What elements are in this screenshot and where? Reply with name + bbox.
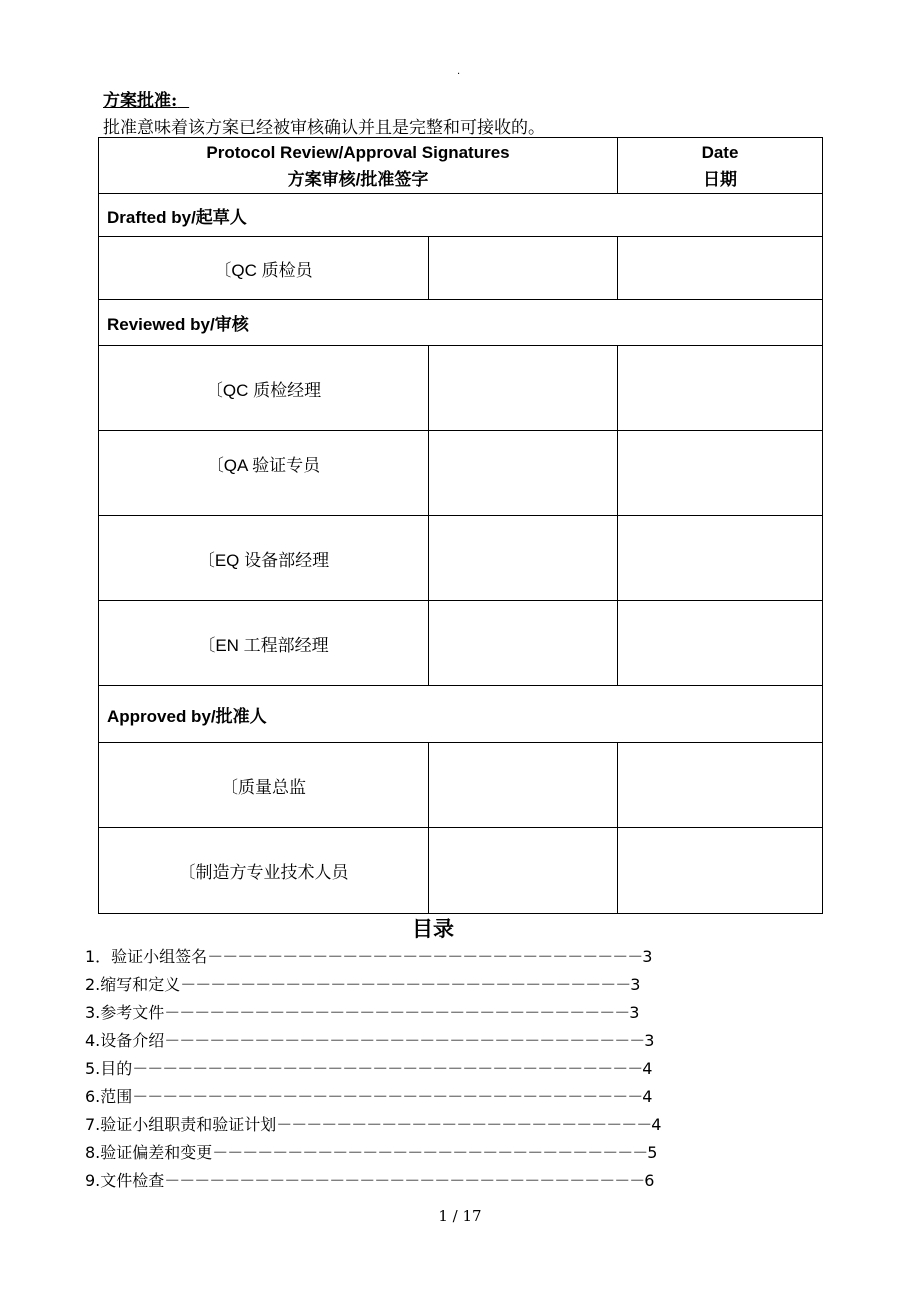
signature-cell[interactable] bbox=[429, 516, 618, 601]
date-cell[interactable] bbox=[618, 743, 823, 828]
toc-leader: －－－－－－－－－－－－－－－－－－－－－－－－－－－－－－－－－－ bbox=[132, 1087, 643, 1106]
drafted-section-row bbox=[99, 194, 823, 237]
protocol-header-en: Protocol Review/Approval Signatures bbox=[206, 142, 510, 162]
toc-leader: －－－－－－－－－－－－－－－－－－－－－－－－－－－－－－－－－－ bbox=[132, 1059, 643, 1078]
table-row bbox=[99, 237, 823, 300]
signature-cell[interactable] bbox=[429, 237, 618, 300]
date-cell[interactable] bbox=[618, 828, 823, 914]
toc-leader: －－－－－－－－－－－－－－－－－－－－－－－－－－－－－－－－ bbox=[164, 1171, 645, 1190]
toc-leader: －－－－－－－－－－－－－－－－－－－－－－－－－－－－－ bbox=[207, 947, 643, 966]
toc-item[interactable] bbox=[85, 971, 661, 999]
protocol-header-cell bbox=[99, 138, 618, 194]
page-footer: 1 / 17 bbox=[438, 1207, 482, 1225]
table-row bbox=[99, 601, 823, 686]
toc-item-label: 7.验证小组职责和验证计划 bbox=[85, 1115, 277, 1134]
toc-page-number: 6 bbox=[644, 1171, 655, 1190]
approval-title: 方案批准: bbox=[103, 91, 178, 111]
toc-leader: －－－－－－－－－－－－－－－－－－－－－－－－－－－－－－－ bbox=[164, 1003, 630, 1022]
date-header-en: Date bbox=[701, 142, 739, 162]
signature-cell[interactable] bbox=[429, 601, 618, 686]
reviewed-section-row bbox=[99, 300, 823, 346]
table-of-contents bbox=[85, 943, 661, 1195]
date-cell[interactable] bbox=[618, 237, 823, 300]
toc-item[interactable] bbox=[85, 999, 661, 1027]
toc-item-label: 1．验证小组签名 bbox=[85, 947, 208, 966]
toc-page-number: 4 bbox=[642, 1059, 653, 1078]
toc-item-label: 9.文件检查 bbox=[85, 1171, 165, 1190]
toc-item[interactable] bbox=[85, 1055, 661, 1083]
signature-cell[interactable] bbox=[429, 346, 618, 431]
toc-item[interactable] bbox=[85, 943, 661, 971]
drafted-by-label: Drafted by/起草人 bbox=[99, 194, 823, 237]
table-row bbox=[99, 516, 823, 601]
role-eq-manager: 〔EQ 设备部经理 bbox=[99, 516, 429, 601]
role-qc-manager: 〔QC 质检经理 bbox=[99, 346, 429, 431]
toc-item[interactable] bbox=[85, 1027, 661, 1055]
toc-page-number: 5 bbox=[647, 1143, 658, 1162]
toc-leader: －－－－－－－－－－－－－－－－－－－－－－－－－－－－－ bbox=[212, 1143, 648, 1162]
date-cell[interactable] bbox=[618, 601, 823, 686]
signature-cell[interactable] bbox=[429, 431, 618, 516]
toc-page-number: 3 bbox=[644, 1031, 655, 1050]
header-dot: . bbox=[457, 66, 461, 77]
signature-cell[interactable] bbox=[429, 828, 618, 914]
role-en-manager: 〔EN 工程部经理 bbox=[99, 601, 429, 686]
date-cell[interactable] bbox=[618, 346, 823, 431]
toc-item[interactable] bbox=[85, 1083, 661, 1111]
signature-table bbox=[98, 137, 823, 914]
toc-leader: －－－－－－－－－－－－－－－－－－－－－－－－－ bbox=[276, 1115, 652, 1134]
toc-page-number: 3 bbox=[642, 947, 653, 966]
reviewed-by-label: Reviewed by/审核 bbox=[99, 300, 823, 346]
toc-item-label: 8.验证偏差和变更 bbox=[85, 1143, 213, 1162]
role-qc-inspector: 〔QC 质检员 bbox=[99, 237, 429, 300]
toc-item[interactable] bbox=[85, 1167, 661, 1195]
protocol-header-cn: 方案审核/批准签字 bbox=[287, 169, 429, 189]
toc-page-number: 3 bbox=[629, 1003, 640, 1022]
toc-item[interactable] bbox=[85, 1139, 661, 1167]
approved-section-row bbox=[99, 686, 823, 743]
toc-page-number: 4 bbox=[642, 1087, 653, 1106]
date-cell[interactable] bbox=[618, 431, 823, 516]
toc-leader: －－－－－－－－－－－－－－－－－－－－－－－－－－－－－－－－ bbox=[164, 1031, 645, 1050]
table-header-row bbox=[99, 138, 823, 194]
approved-by-label: Approved by/批准人 bbox=[99, 686, 823, 743]
toc-item-label: 4.设备介绍 bbox=[85, 1031, 165, 1050]
toc-item-label: 5.目的 bbox=[85, 1059, 133, 1078]
toc-item[interactable] bbox=[85, 1111, 661, 1139]
toc-item-label: 6.范围 bbox=[85, 1087, 133, 1106]
approval-description: 批准意味着该方案已经被审核确认并且是完整和可接收的。 bbox=[103, 118, 545, 138]
toc-item-label: 2.缩写和定义 bbox=[85, 975, 181, 994]
table-row bbox=[99, 828, 823, 914]
date-header-cell bbox=[618, 138, 823, 194]
date-header-cn: 日期 bbox=[703, 169, 737, 189]
table-row bbox=[99, 346, 823, 431]
toc-leader: －－－－－－－－－－－－－－－－－－－－－－－－－－－－－－ bbox=[180, 975, 631, 994]
role-manufacturer-technician: 〔制造方专业技术人员 bbox=[99, 828, 429, 914]
role-qa-validation: 〔QA 验证专员 bbox=[99, 431, 429, 516]
toc-page-number: 3 bbox=[630, 975, 641, 994]
toc-title: 目录 bbox=[412, 917, 454, 941]
table-row bbox=[99, 743, 823, 828]
role-quality-director: 〔质量总监 bbox=[99, 743, 429, 828]
toc-item-label: 3.参考文件 bbox=[85, 1003, 165, 1022]
table-row bbox=[99, 431, 823, 516]
toc-page-number: 4 bbox=[651, 1115, 662, 1134]
date-cell[interactable] bbox=[618, 516, 823, 601]
signature-cell[interactable] bbox=[429, 743, 618, 828]
